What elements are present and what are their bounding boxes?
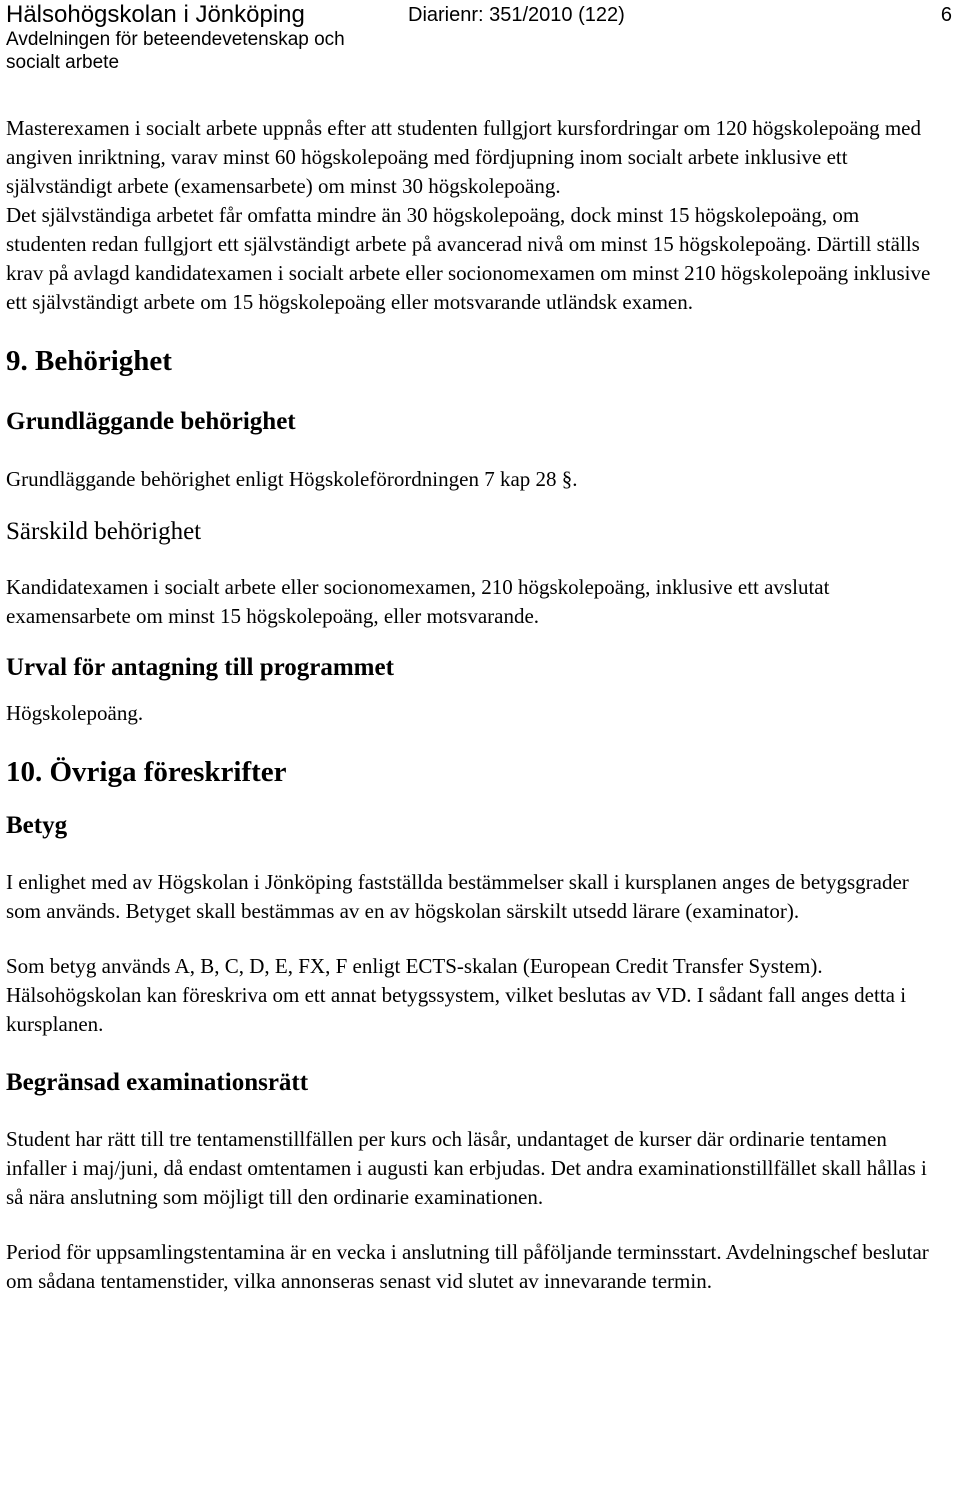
grundlaggande-text: Grundläggande behörighet enligt Högskoleförordningen 7 kap 28 §. <box>6 467 578 491</box>
begransad-heading: Begränsad examinationsrätt <box>6 1069 309 1096</box>
page-number: 6 <box>940 4 952 26</box>
urval-text: Högskolepoäng. <box>6 701 144 725</box>
institution-name: Hälsohögskolan i Jönköping <box>6 1 305 28</box>
sarskild-heading: Särskild behörighet <box>6 518 202 545</box>
department-name-line1: Avdelningen för beteendevetenskap och <box>6 29 345 50</box>
begransad-paragraph-2: Period för uppsamlingstentamina är en vecka i anslutning till påföljande terminsstart. Avdelningschef beslutar om sådana tentamenstider, vilka annonseras senast vid slutet av innevarande termin. <box>6 1240 929 1293</box>
betyg-heading: Betyg <box>6 812 68 839</box>
betyg-paragraph-2: Som betyg används A, B, C, D, E, FX, F enligt ECTS-skalan (European Credit Transfer System). Hälsohögskolan kan föreskriva om ett annat betygssystem, vilket beslutas av VD. I sådant fall anges detta i kursplanen. <box>6 954 907 1036</box>
section-9-heading: 9. Behörighet <box>6 345 172 377</box>
begransad-paragraph-1: Student har rätt till tre tentamenstillfällen per kurs och läsår, undantaget de kurser där ordinarie tentamen infaller i maj/juni, då endast omtentamen i augusti kan erbjudas. Det andra examinationstillfället skall hållas i så nära anslutning som möjligt till den ordinarie examinationen. <box>6 1127 927 1209</box>
document-body <box>6 114 936 1296</box>
intro-paragraph-1: Masterexamen i socialt arbete uppnås efter att studenten fullgjort kursfordringar om 120 högskolepoäng med angiven inriktning, varav minst 60 högskolepoäng med fördjupning inom socialt arbete inklusive ett självständigt arbete (examensarbete) om minst 30 högskolepoäng. <box>6 116 921 198</box>
betyg-paragraph-1: I enlighet med av Högskolan i Jönköping fastställda bestämmelser skall i kursplanen anges de betygsgrader som används. Betyget skall bestämmas av en av högskolan särskilt utsedd lärare (examinator). <box>6 870 909 923</box>
sarskild-text: Kandidatexamen i socialt arbete eller socionomexamen, 210 högskolepoäng, inklusive ett avslutat examensarbete om minst 15 högskolepoäng, eller motsvarande. <box>6 575 830 628</box>
urval-heading: Urval för antagning till programmet <box>6 654 394 681</box>
grundlaggande-heading: Grundläggande behörighet <box>6 408 296 435</box>
page-header <box>6 0 954 80</box>
intro-paragraph-2: Det självständiga arbetet får omfatta mindre än 30 högskolepoäng, dock minst 15 högskolepoäng, om studenten redan fullgjort ett självständigt arbete på avancerad nivå om minst 15 högskolepoäng. Därtill ställs krav på avlagd kandidatexamen i socialt arbete eller socionomexamen om minst 210 högskolepoäng inklusive ett självständigt arbete om 15 högskolepoäng eller motsvarande utländsk examen. <box>6 203 931 314</box>
diarienummer: Diarienr: 351/2010 (122) <box>408 4 625 26</box>
department-name-line2: socialt arbete <box>6 52 120 73</box>
section-10-heading: 10. Övriga föreskrifter <box>6 756 287 788</box>
